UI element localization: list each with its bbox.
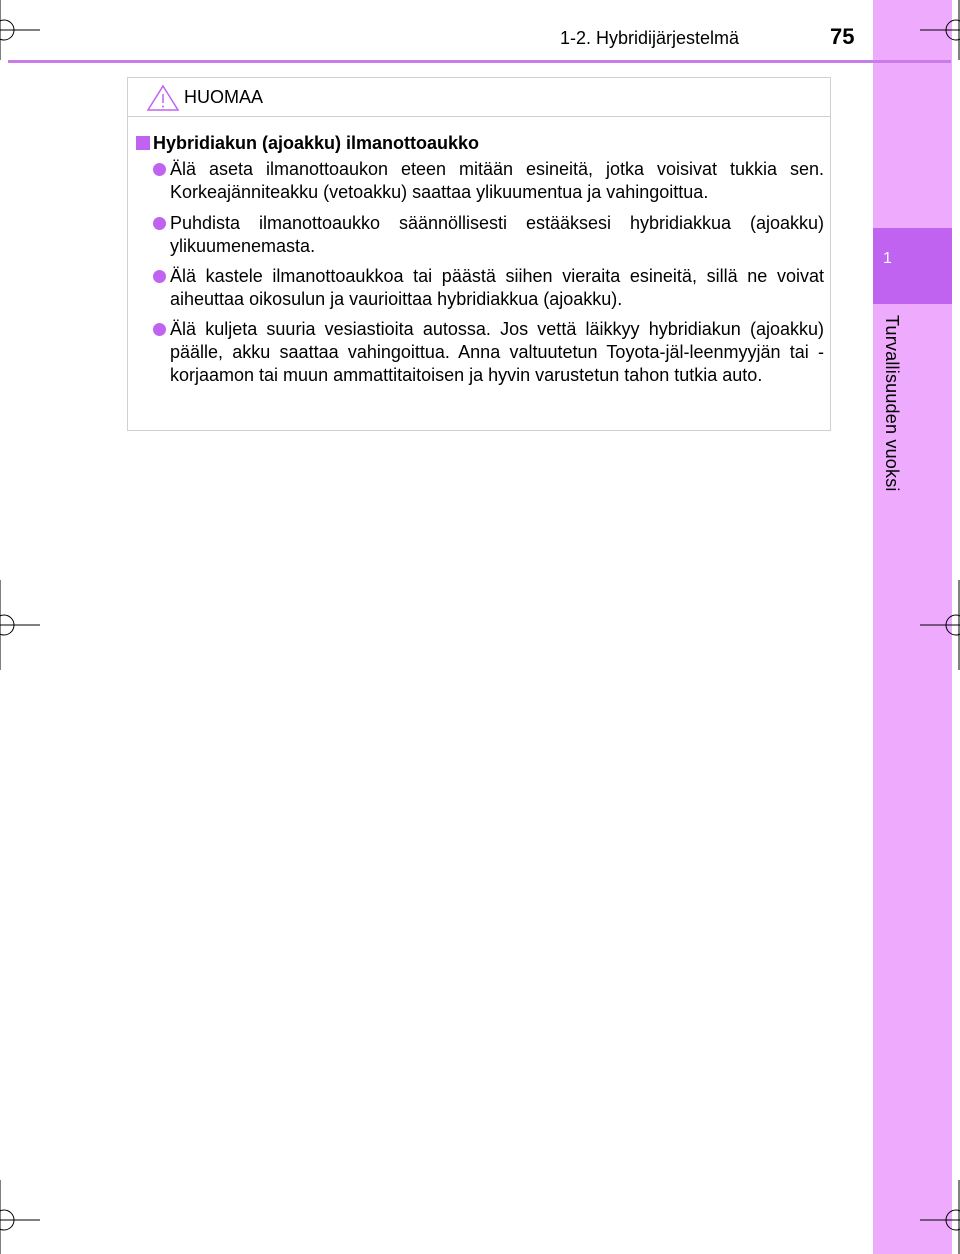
list-item: [170, 265, 824, 311]
registration-mark-icon: [920, 0, 960, 60]
list-item-text: Älä kastele ilmanottoaukkoa tai päästä siihen vieraita esineitä, sillä ne voivat aiheuttaa oikosulun ja vaurioittaa hybridiakkua (ajoakku).: [170, 266, 824, 309]
section-heading-text: Hybridiakun (ajoakku) ilmanottoaukko: [153, 133, 480, 153]
registration-mark-icon: [0, 1180, 40, 1254]
section-title: 1-2. Hybridijärjestelmä: [560, 28, 740, 48]
header-rule: [8, 60, 951, 63]
bullet-dot-icon: [153, 270, 166, 283]
notice-title: HUOMAA: [184, 87, 264, 107]
list-item: [170, 318, 824, 387]
list-item: [170, 158, 824, 204]
list-item-text: Älä aseta ilmanottoaukon eteen mitään esineitä, jotka voisivat tukkia sen. Korkeajänniteakku (vetoakku) saattaa ylikuumentua ja vahingoittua.: [170, 159, 824, 202]
list-item-text: Älä kuljeta suuria vesiastioita autossa. Jos vettä läikkyy hybridiakun (ajoakku) päälle, akku saattaa vahingoittua. Anna valtuutetun Toyota-jäl-leenmyyjän tai -korjaamon tai muun ammattitaitoisen ja hyvin varustetun tahon tutkia auto.: [170, 319, 824, 385]
bullet-dot-icon: [153, 217, 166, 230]
page-number: 75: [830, 24, 855, 49]
warning-triangle-icon: [146, 84, 180, 112]
notice-box: [127, 77, 831, 431]
registration-mark-icon: [920, 580, 960, 670]
chapter-label: Turvallisuuden vuoksi: [882, 315, 902, 492]
list-item-text: Puhdista ilmanottoaukko säännöllisesti estääksesi hybridiakkua (ajoakku) ylikuumenemasta.: [170, 213, 824, 256]
notice-header: [128, 78, 830, 117]
list-item: [170, 212, 824, 258]
chapter-number: 1: [883, 250, 892, 267]
bullet-dot-icon: [153, 163, 166, 176]
registration-mark-icon: [0, 0, 40, 60]
bullet-dot-icon: [153, 323, 166, 336]
registration-mark-icon: [920, 1180, 960, 1254]
registration-mark-icon: [0, 580, 40, 670]
section-heading: [136, 133, 479, 154]
square-bullet-icon: [136, 136, 150, 150]
